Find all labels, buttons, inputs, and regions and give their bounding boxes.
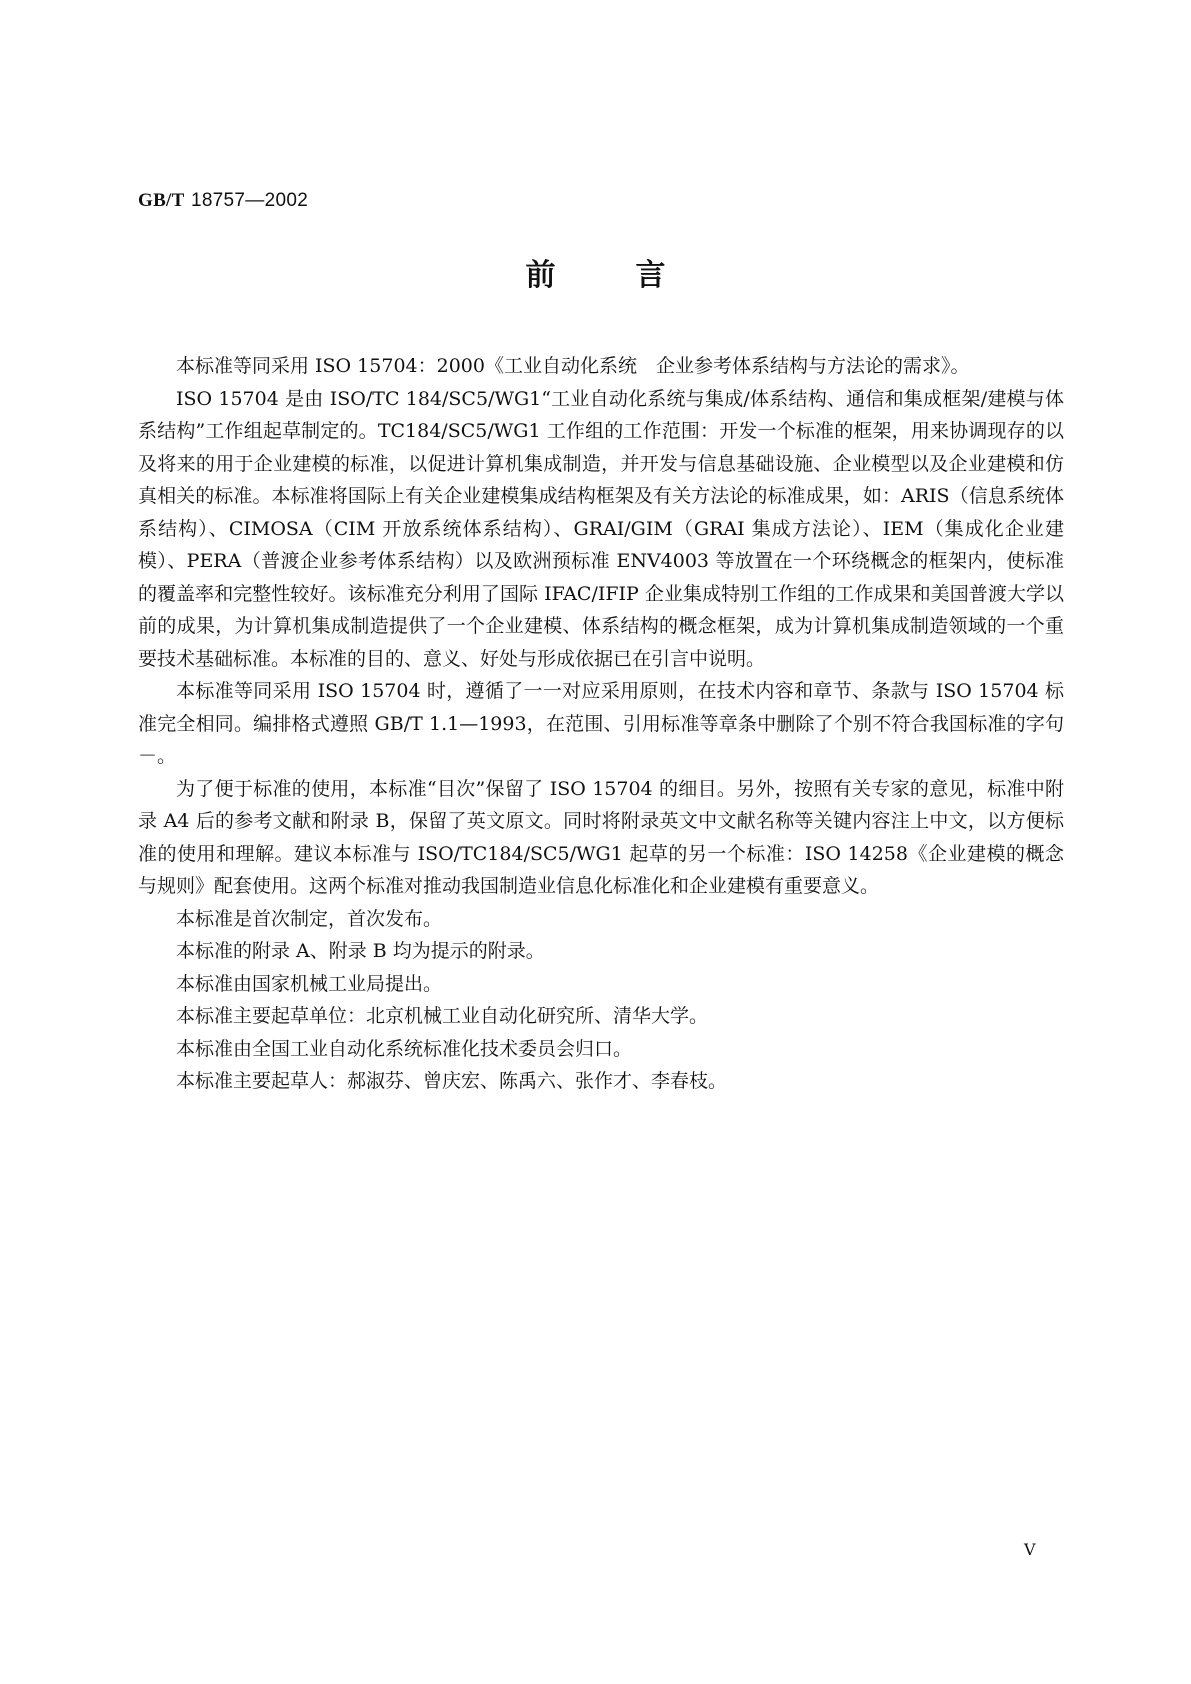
paragraph: 本标准由全国工业自动化系统标准化技术委员会归口。 [176, 1037, 633, 1060]
paragraph: 本标准等同采用 ISO 15704 时，遵循了一一对应采用原则，在技术内容和章节、条款与 ISO 15704 标准完全相同。编排格式遵照 GB/T 1.1—1993，在范围、引用标准等章条中删除了个别不符合我国标准的字句－。 [138, 680, 1064, 767]
page-number: V [1024, 1540, 1036, 1559]
paragraph: ISO 15704 是由 ISO/TC 184/SC5/WG1“工业自动化系统与集成/体系结构、通信和集成框架/建模与体系结构”工作组起草制定的。TC184/SC5/WG1 工作组的工作范围：开发一个标准的框架，用来协调现存的以及将来的用于企业建模的标准，以促进计算机集成制造，并开发与信息基础设施、企业模型以及企业建模和仿真相关的标准。本标准将国际上有关企业建模集成结构框架及有关方法论的标准成果，如：ARIS（信息系统体系结构）、CIMOSA（CIM 开放系统体系结构）、GRAI/GIM（GRAI 集成方法论）、IEM（集成化企业建模）、PERA（普渡企业参考体系结构）以及欧洲预标准 ENV4003 等放置在一个环绕概念的框架内，使标准的覆盖率和完整性较好。该标准充分利用了国际 IFAC/IFIP 企业集成特别工作组的工作成果和美国普渡大学以前的成果，为计算机集成制造提供了一个企业建模、体系结构的概念框架，成为计算机集成制造领域的一个重要技术基础标准。本标准的目的、意义、好处与形成依据已在引言中说明。 [138, 387, 1064, 670]
paragraph: 本标准的附录 A、附录 B 均为提示的附录。 [176, 940, 545, 962]
standard-code-number: 18757—2002 [190, 190, 309, 211]
paragraph: 本标准等同采用 ISO 15704：2000《工业自动化系统 企业参考体系结构与方法论的需求》。 [176, 355, 970, 377]
foreword-body [138, 350, 1064, 1098]
paragraph: 为了便于标准的使用，本标准“目次”保留了 ISO 15704 的细目。另外，按照有关专家的意见，标准中附录 A4 后的参考文献和附录 B，保留了英文原文。同时将附录英文中文献名称等关键内容注上中文，以方便标准的使用和理解。建议本标准与 ISO/TC184/SC5/WG1 起草的另一个标准：ISO 14258《企业建模的概念与规则》配套使用。这两个标准对推动我国制造业信息化标准化和企业建模有重要意义。 [138, 777, 1064, 897]
standard-code-prefix: GB/T [138, 190, 185, 211]
paragraph: 本标准是首次制定，首次发布。 [176, 907, 443, 930]
page-title: 前言 [525, 258, 746, 293]
paragraph: 本标准主要起草人：郝淑芬、曾庆宏、陈禹六、张作才、李春枝。 [176, 1070, 728, 1092]
standard-code [138, 189, 308, 212]
paragraph: 本标准主要起草单位：北京机械工业自动化研究所、清华大学。 [176, 1005, 709, 1027]
paragraph: 本标准由国家机械工业局提出。 [176, 972, 443, 995]
